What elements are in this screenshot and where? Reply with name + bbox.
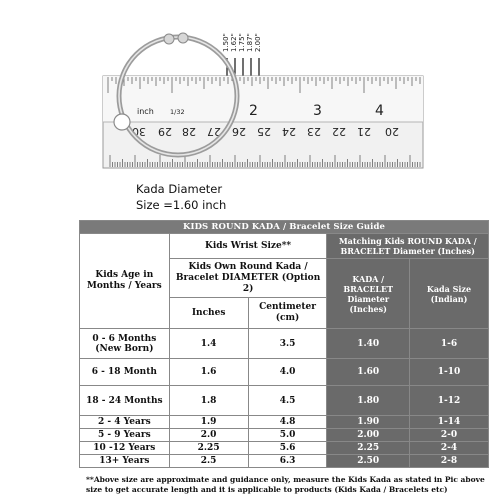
cm-number: 29	[158, 125, 172, 138]
cm-cell: 4.8	[248, 416, 327, 429]
wrist-header: Kids Wrist Size**	[169, 234, 327, 259]
age-cell: 6 - 18 Month	[80, 359, 170, 386]
inches-cell: 1.4	[169, 329, 248, 359]
cm-number: 25	[257, 125, 271, 138]
inches-cell: 2.0	[169, 429, 248, 442]
age-cell: 10 -12 Years	[80, 442, 170, 455]
kada-size-cell: 1-12	[409, 386, 488, 416]
diameter-cell: 1.40	[327, 329, 410, 359]
cm-number: 28	[182, 125, 196, 138]
table-row	[80, 359, 489, 386]
kada-size-cell: 2-0	[409, 429, 488, 442]
size-label: 1.62"	[230, 33, 238, 52]
cm-cell: 5.6	[248, 442, 327, 455]
table-row	[80, 442, 489, 455]
size-label: 1.75"	[238, 33, 246, 52]
cm-cell: 6.3	[248, 455, 327, 468]
size-label: 1.50"	[222, 33, 230, 52]
cm-number: 27	[207, 125, 221, 138]
cm-number: 23	[307, 125, 321, 138]
cm-number: 20	[385, 125, 399, 138]
kada-size-cell: 1-6	[409, 329, 488, 359]
size-label: 2.00"	[254, 33, 262, 52]
age-cell: 13+ Years	[80, 455, 170, 468]
inches-cell: 1.8	[169, 386, 248, 416]
table-row	[80, 416, 489, 429]
size-label: 1.87"	[246, 33, 254, 52]
kada-size-cell: 2-4	[409, 442, 488, 455]
ruler-fraction-label: 1/32	[170, 108, 185, 116]
cm-header: Centimeter (cm)	[248, 298, 327, 329]
cm-cell: 5.0	[248, 429, 327, 442]
inches-cell: 2.25	[169, 442, 248, 455]
inch-number: 4	[375, 103, 384, 119]
kada-size-cell: 2-8	[409, 455, 488, 468]
age-cell: 2 - 4 Years	[80, 416, 170, 429]
kada-size-header: Kada Size (Indian)	[409, 259, 488, 329]
diameter-cell: 1.60	[327, 359, 410, 386]
inch-number: 3	[313, 103, 322, 119]
kada-size-cell: 1-10	[409, 359, 488, 386]
matching-header: Matching Kids ROUND KADA / BRACELET Diameter (Inches)	[327, 234, 489, 259]
diameter-cell: 1.80	[327, 386, 410, 416]
diameter-cell: 2.25	[327, 442, 410, 455]
inches-cell: 2.5	[169, 455, 248, 468]
size-guide-table	[79, 220, 489, 468]
footnote: **Above size are approximate and guidance only, measure the Kids Kada as stated in Pic above size to get accurate length and it is applicable to products (Kids Kada / Bracelets etc)	[86, 475, 485, 494]
age-header: Kids Age in Months / Years	[80, 234, 170, 329]
diameter-cell: 2.50	[327, 455, 410, 468]
table-title: KIDS ROUND KADA / Bracelet Size Guide	[80, 221, 489, 234]
inch-number: 2	[249, 103, 258, 119]
cm-number: 26	[232, 125, 246, 138]
kada-size-cell: 1-14	[409, 416, 488, 429]
ruler-unit-label: inch	[137, 107, 154, 116]
age-cell: 0 - 6 Months (New Born)	[80, 329, 170, 359]
caption-size: Size =1.60 inch	[136, 198, 227, 212]
cm-number: 24	[282, 125, 296, 138]
inches-header: Inches	[169, 298, 248, 329]
table-row	[80, 329, 489, 359]
inches-cell: 1.9	[169, 416, 248, 429]
kada-diameter-header: KADA / BRACELET Diameter (Inches)	[327, 259, 410, 329]
ruler-hole	[114, 114, 130, 130]
age-cell: 18 - 24 Months	[80, 386, 170, 416]
cm-cell: 4.5	[248, 386, 327, 416]
table-row	[80, 429, 489, 442]
cm-cell: 4.0	[248, 359, 327, 386]
table-row	[80, 455, 489, 468]
inches-cell: 1.6	[169, 359, 248, 386]
diameter-cell: 1.90	[327, 416, 410, 429]
cm-cell: 3.5	[248, 329, 327, 359]
cm-number: 22	[332, 125, 346, 138]
diameter-cell: 2.00	[327, 429, 410, 442]
cm-number: 30	[132, 125, 146, 138]
product-photo	[0, 0, 500, 220]
table-row	[80, 386, 489, 416]
caption-diameter: Kada Diameter	[136, 182, 223, 196]
age-cell: 5 - 9 Years	[80, 429, 170, 442]
kada-ruler-illustration	[0, 0, 500, 220]
own-kada-header: Kids Own Round Kada / Bracelet DIAMETER (Option 2)	[169, 259, 327, 298]
cm-number: 21	[357, 125, 371, 138]
